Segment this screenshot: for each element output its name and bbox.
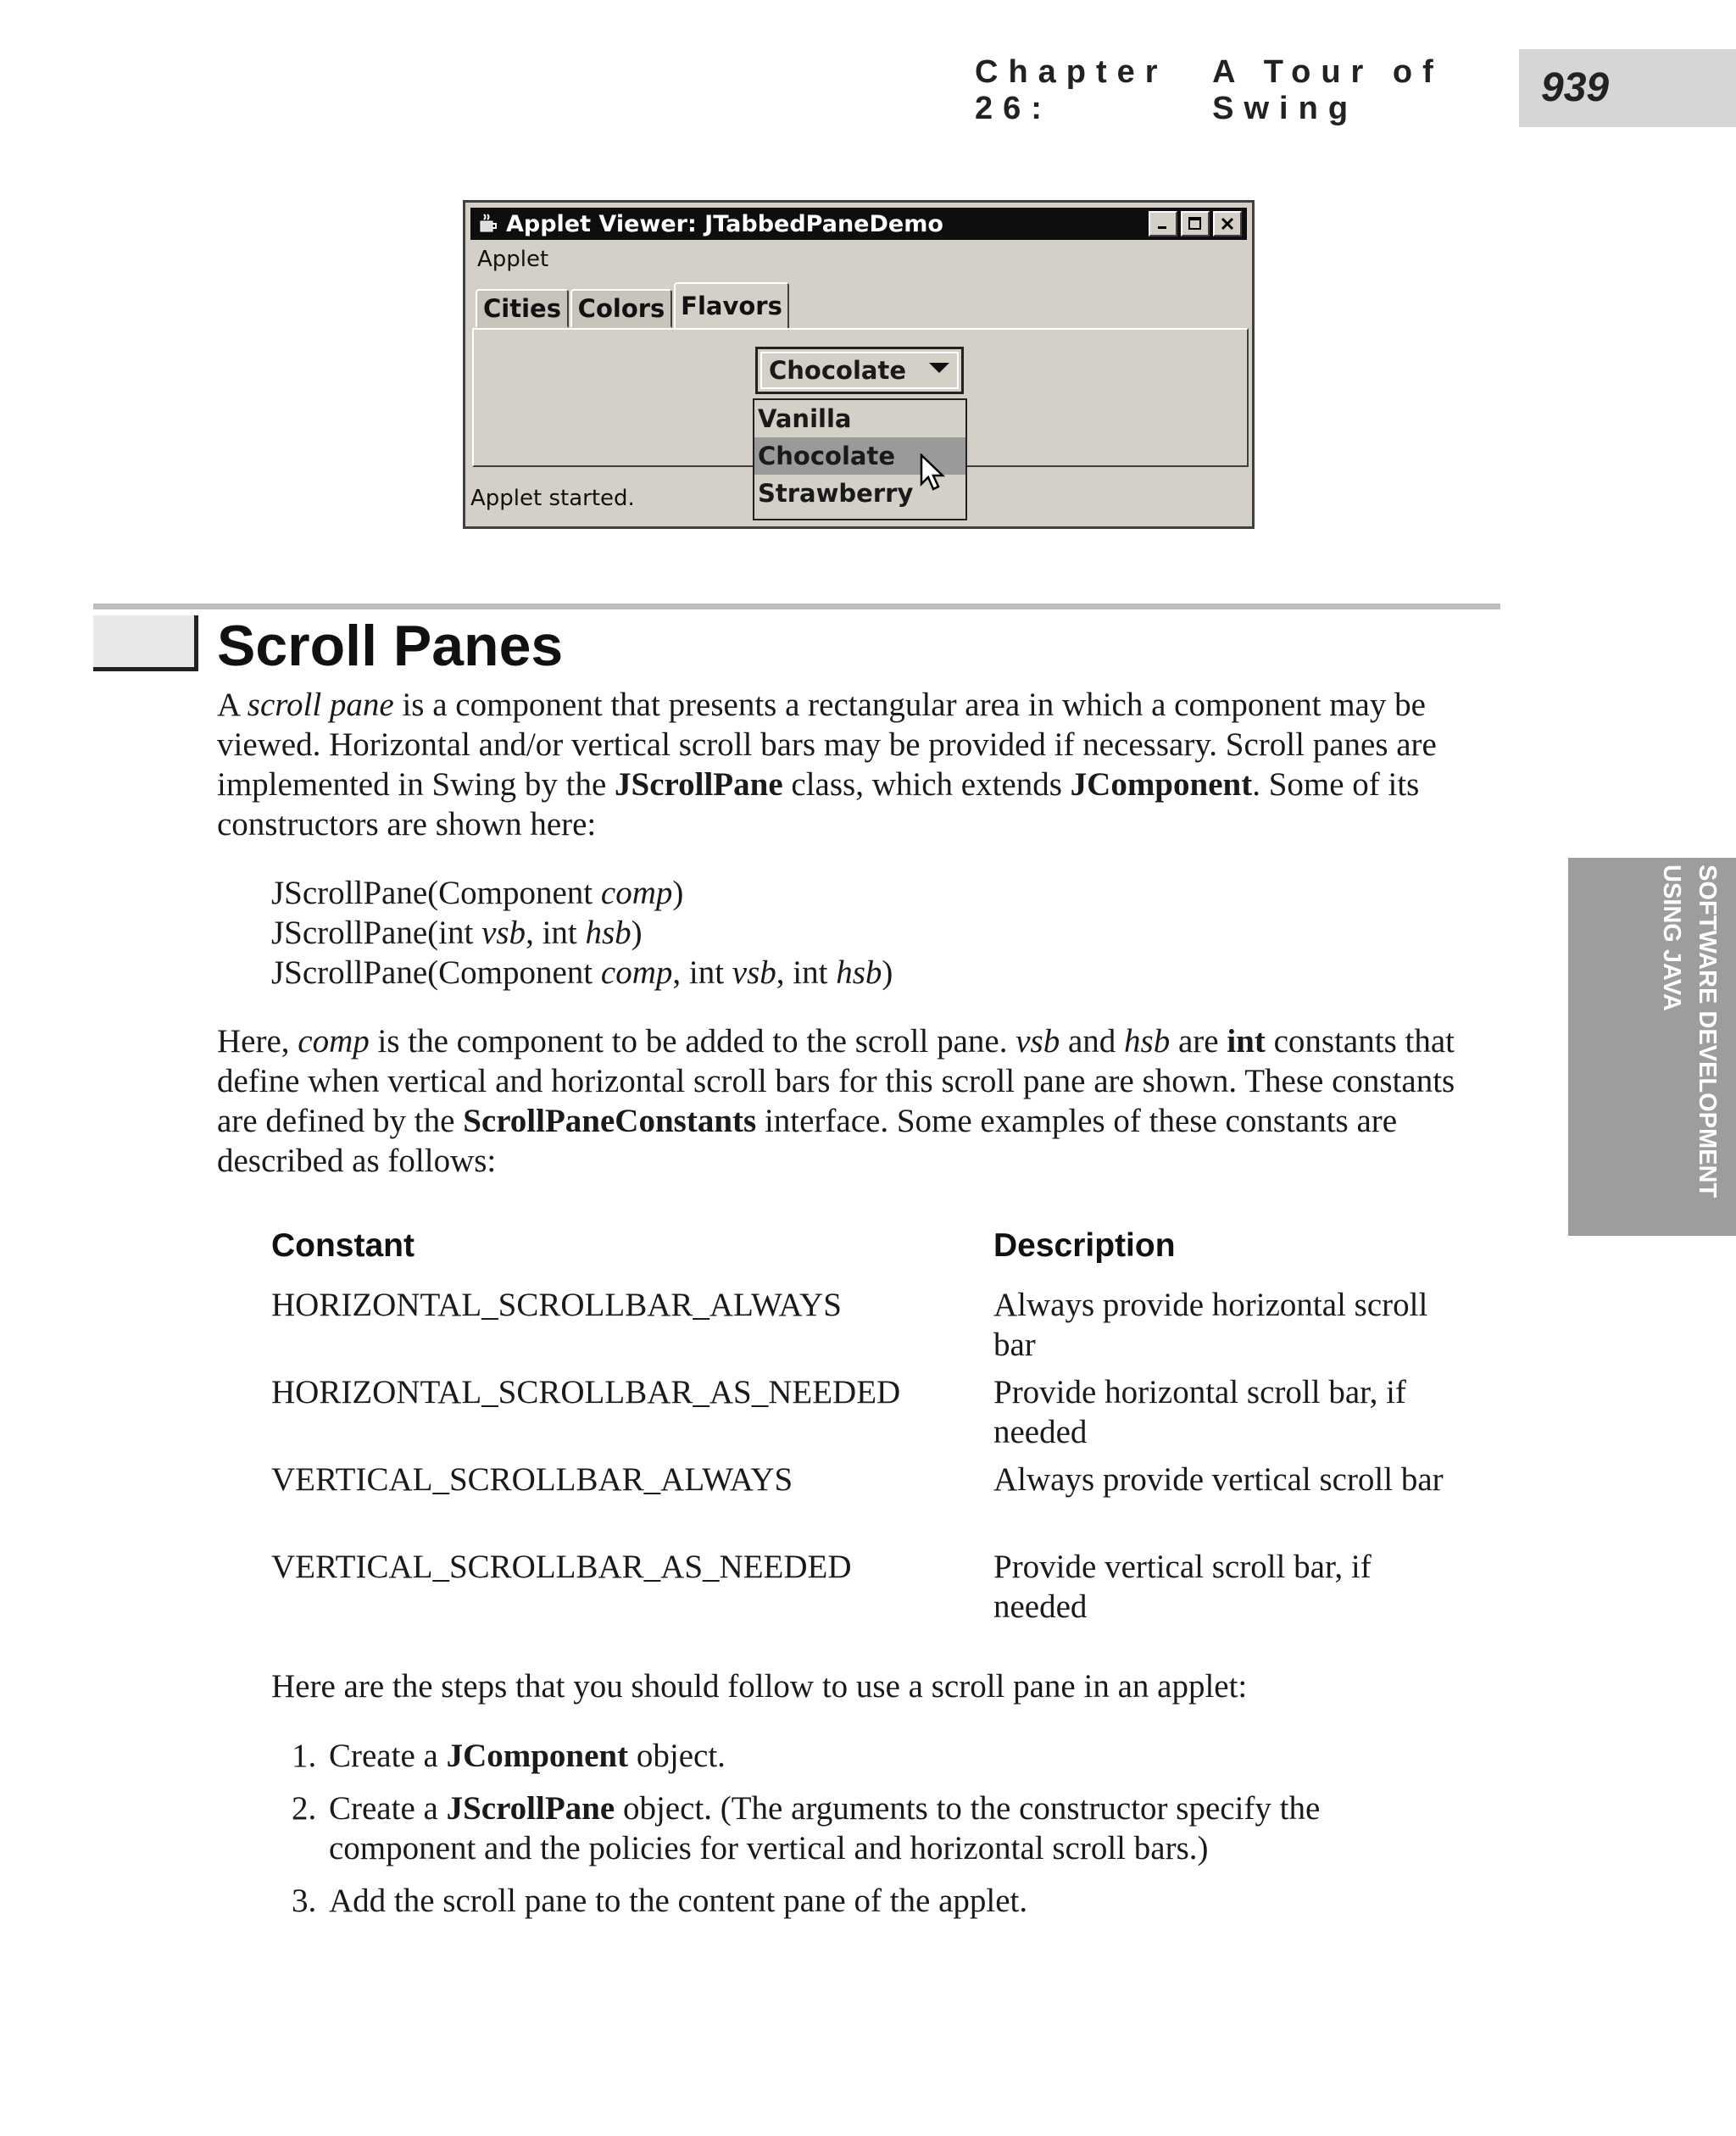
table-cell-description: Provide horizontal scroll bar, if needed (993, 1374, 1406, 1450)
table-header-constant: Constant (271, 1227, 415, 1264)
flavor-combo-box[interactable] (755, 347, 964, 394)
section-rule (93, 604, 1500, 609)
table-header-description: Description (993, 1227, 1176, 1264)
side-tab-line: SOFTWARE DEVELOPMENT (1694, 865, 1721, 1199)
table-cell-constant: VERTICAL_SCROLLBAR_ALWAYS (271, 1461, 793, 1498)
steps-intro: Here are the steps that you should follow to use a scroll pane in an applet: (271, 1668, 1248, 1705)
heading-marker-box (93, 615, 198, 671)
java-cup-icon (476, 211, 501, 236)
dropdown-item-strawberry[interactable]: Strawberry (758, 479, 914, 508)
side-tab-line: USING JAVA (1658, 865, 1685, 1011)
section-title: Scroll Panes (217, 614, 564, 678)
table-cell-constant: VERTICAL_SCROLLBAR_AS_NEEDED (271, 1549, 852, 1585)
table-cell-description: Always provide horizontal scroll bar (993, 1287, 1428, 1363)
tab-flavors[interactable]: Flavors (674, 282, 789, 330)
table-cell-description: Provide vertical scroll bar, if needed (993, 1549, 1372, 1625)
table-cell-description: Always provide vertical scroll bar (993, 1461, 1444, 1498)
close-icon (1220, 216, 1235, 231)
tab-colors[interactable]: Colors (570, 289, 672, 328)
chevron-down-icon[interactable] (929, 363, 949, 373)
table-cell-constant: HORIZONTAL_SCROLLBAR_ALWAYS (271, 1287, 842, 1323)
step-item: 2. Create a JScrollPane object. (The arguments to the constructor specify the component and the policies for vertical and horizontal scroll bars.) (292, 1790, 1321, 1866)
mouse-pointer-icon (920, 453, 949, 494)
chapter-title: A Tour of Swing (1212, 54, 1444, 126)
table-cell-constant: HORIZONTAL_SCROLLBAR_AS_NEEDED (271, 1374, 901, 1410)
page-number: 939 (1541, 65, 1610, 110)
maximize-icon (1188, 216, 1203, 231)
applet-window-title: Applet Viewer: JTabbedPaneDemo (506, 210, 943, 237)
constructor-line: JScrollPane(Component comp) (271, 875, 684, 911)
intro-paragraph: A scroll pane is a component that presents a rectangular area in which a component may be viewed. Horizontal and/or vertical scroll bars may be provided if necessary. Scroll panes are implemented in Swing by the JScrollPane class, which extends JComponent. Some of its constructors are shown here: (217, 687, 1437, 843)
combo-selected-value: Chocolate (769, 356, 907, 385)
applet-window-screenshot (463, 200, 1255, 529)
dropdown-item-vanilla[interactable]: Vanilla (758, 404, 852, 433)
applet-menu[interactable]: Applet (477, 247, 549, 272)
minimize-icon (1156, 217, 1170, 231)
constructor-line: JScrollPane(int vsb, int hsb) (271, 915, 643, 951)
constructor-line: JScrollPane(Component comp, int vsb, int hsb) (271, 954, 893, 991)
tab-cities[interactable]: Cities (476, 289, 569, 328)
chapter-label: Chapter 26: (975, 54, 1168, 126)
maximize-button[interactable] (1181, 211, 1210, 236)
step-item: 1. Create a JComponent object. (292, 1738, 726, 1774)
applet-status-bar: Applet started. (470, 486, 635, 511)
step-item: 3. Add the scroll pane to the content pane of the applet. (292, 1883, 1028, 1919)
dropdown-item-chocolate[interactable]: Chocolate (754, 437, 965, 475)
close-button[interactable] (1213, 211, 1242, 236)
applet-titlebar (470, 208, 1247, 240)
running-header (975, 54, 1500, 126)
minimize-button[interactable] (1149, 211, 1177, 236)
side-tab-label (1581, 865, 1725, 1229)
explanation-paragraph: Here, comp is the component to be added to the scroll pane. vsb and hsb are int constants that define when vertical and horizontal scroll bars for this scroll pane are shown. These constants are defined by the ScrollPaneConstants interface. Some examples of these constants are described as follows: (217, 1023, 1455, 1179)
